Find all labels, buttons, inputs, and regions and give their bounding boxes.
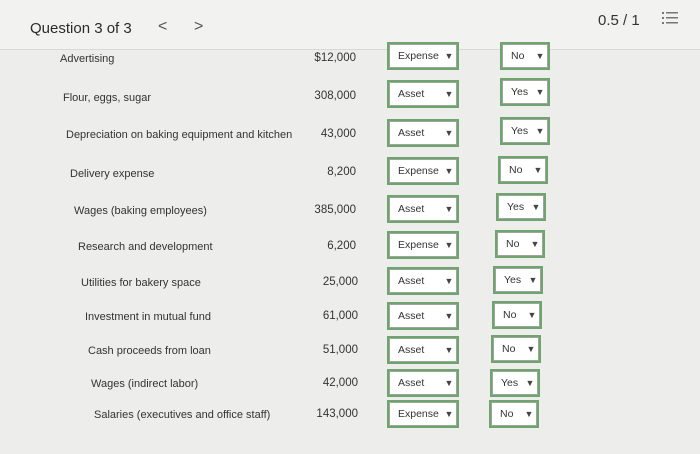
type-select[interactable] xyxy=(389,197,457,221)
yes-no-select[interactable] xyxy=(502,80,548,104)
chevron-down-icon: ▼ xyxy=(533,165,543,175)
yes-no-select[interactable] xyxy=(495,268,541,292)
yes-no-select-value: No xyxy=(506,238,520,250)
next-question-button[interactable]: > xyxy=(194,18,204,35)
row-label: Flour, eggs, sugar xyxy=(63,92,152,104)
type-select-value: Expense xyxy=(398,165,439,177)
chevron-down-icon: ▼ xyxy=(535,51,545,61)
score-display: 0.5 / 1 xyxy=(598,12,640,29)
chevron-down-icon: ▼ xyxy=(528,275,538,285)
yes-no-select-value: Yes xyxy=(511,125,529,137)
row-label: Delivery expense xyxy=(70,168,155,180)
row-label: Research and development xyxy=(78,241,213,253)
chevron-down-icon: ▼ xyxy=(444,345,454,355)
yes-no-select[interactable] xyxy=(500,158,546,182)
row-label: Wages (baking employees) xyxy=(74,205,207,217)
yes-no-select[interactable] xyxy=(498,195,544,219)
chevron-down-icon: ▼ xyxy=(444,409,454,419)
chevron-down-icon: ▼ xyxy=(444,378,454,388)
row-amount: 6,200 xyxy=(327,240,356,252)
type-select-value: Asset xyxy=(398,344,425,356)
type-select[interactable] xyxy=(389,82,457,106)
type-select[interactable] xyxy=(389,371,457,395)
type-select[interactable] xyxy=(389,402,457,426)
row-label: Salaries (executives and office staff) xyxy=(94,409,271,421)
chevron-down-icon: ▼ xyxy=(530,239,540,249)
yes-no-select[interactable] xyxy=(491,402,537,426)
type-select[interactable] xyxy=(389,44,457,68)
chevron-down-icon: ▼ xyxy=(444,128,454,138)
chevron-down-icon: ▼ xyxy=(526,344,536,354)
yes-no-select-value: Yes xyxy=(511,86,529,98)
yes-no-select-value: No xyxy=(503,309,517,321)
row-label: Depreciation on baking equipment and kitchen xyxy=(66,129,293,141)
chevron-down-icon: ▼ xyxy=(444,204,454,214)
type-select-value: Expense xyxy=(398,50,439,62)
row-amount: 42,000 xyxy=(322,377,358,389)
row-amount: 8,200 xyxy=(327,166,356,178)
type-select[interactable] xyxy=(389,269,457,293)
row-amount: 143,000 xyxy=(316,408,358,420)
row-amount: $12,000 xyxy=(314,52,356,64)
type-select[interactable] xyxy=(389,304,457,328)
row-label: Advertising xyxy=(60,53,115,65)
row-amount: 308,000 xyxy=(314,90,356,102)
chevron-down-icon: ▼ xyxy=(444,51,454,61)
chevron-down-icon: ▼ xyxy=(524,409,534,419)
chevron-down-icon: ▼ xyxy=(444,311,454,321)
chevron-down-icon: ▼ xyxy=(444,276,454,286)
type-select[interactable] xyxy=(389,159,457,183)
type-select-value: Asset xyxy=(398,310,425,322)
yes-no-select-value: Yes xyxy=(507,201,525,213)
chevron-down-icon: ▼ xyxy=(531,202,541,212)
row-amount: 61,000 xyxy=(322,310,358,322)
yes-no-select[interactable] xyxy=(502,44,548,68)
yes-no-select[interactable] xyxy=(502,119,548,143)
yes-no-select-value: No xyxy=(502,343,516,355)
row-amount: 43,000 xyxy=(320,128,356,140)
chevron-down-icon: ▼ xyxy=(527,310,537,320)
yes-no-select-value: No xyxy=(511,50,525,62)
type-select-value: Asset xyxy=(398,127,425,139)
yes-no-select-value: Yes xyxy=(504,274,522,286)
type-select-value: Asset xyxy=(398,377,425,389)
row-label: Cash proceeds from loan xyxy=(88,345,211,357)
yes-no-select[interactable] xyxy=(492,371,538,395)
yes-no-select-value: No xyxy=(509,164,523,176)
classification-table xyxy=(0,50,700,454)
row-label: Investment in mutual fund xyxy=(85,311,211,323)
yes-no-select[interactable] xyxy=(494,303,540,327)
type-select-value: Asset xyxy=(398,88,425,100)
row-label: Wages (indirect labor) xyxy=(91,378,199,390)
chevron-down-icon: ▼ xyxy=(535,126,545,136)
row-amount: 25,000 xyxy=(322,276,358,288)
yes-no-select[interactable] xyxy=(497,232,543,256)
previous-question-button[interactable]: < xyxy=(158,18,168,35)
type-select-value: Asset xyxy=(398,203,425,215)
type-select-value: Expense xyxy=(398,239,439,251)
type-select-value: Expense xyxy=(398,408,439,420)
row-amount: 51,000 xyxy=(322,344,358,356)
row-amount: 385,000 xyxy=(314,204,356,216)
question-header xyxy=(0,0,700,50)
chevron-down-icon: ▼ xyxy=(444,89,454,99)
row-label: Utilities for bakery space xyxy=(81,277,201,289)
chevron-down-icon: ▼ xyxy=(444,166,454,176)
chevron-down-icon: ▼ xyxy=(525,378,535,388)
list-icon[interactable] xyxy=(662,10,678,28)
chevron-down-icon: ▼ xyxy=(444,240,454,250)
chevron-down-icon: ▼ xyxy=(535,87,545,97)
question-counter: Question 3 of 3 xyxy=(30,20,132,37)
type-select[interactable] xyxy=(389,338,457,362)
type-select-value: Asset xyxy=(398,275,425,287)
yes-no-select[interactable] xyxy=(493,337,539,361)
yes-no-select-value: Yes xyxy=(501,377,519,389)
yes-no-select-value: No xyxy=(500,408,514,420)
type-select[interactable] xyxy=(389,233,457,257)
type-select[interactable] xyxy=(389,121,457,145)
